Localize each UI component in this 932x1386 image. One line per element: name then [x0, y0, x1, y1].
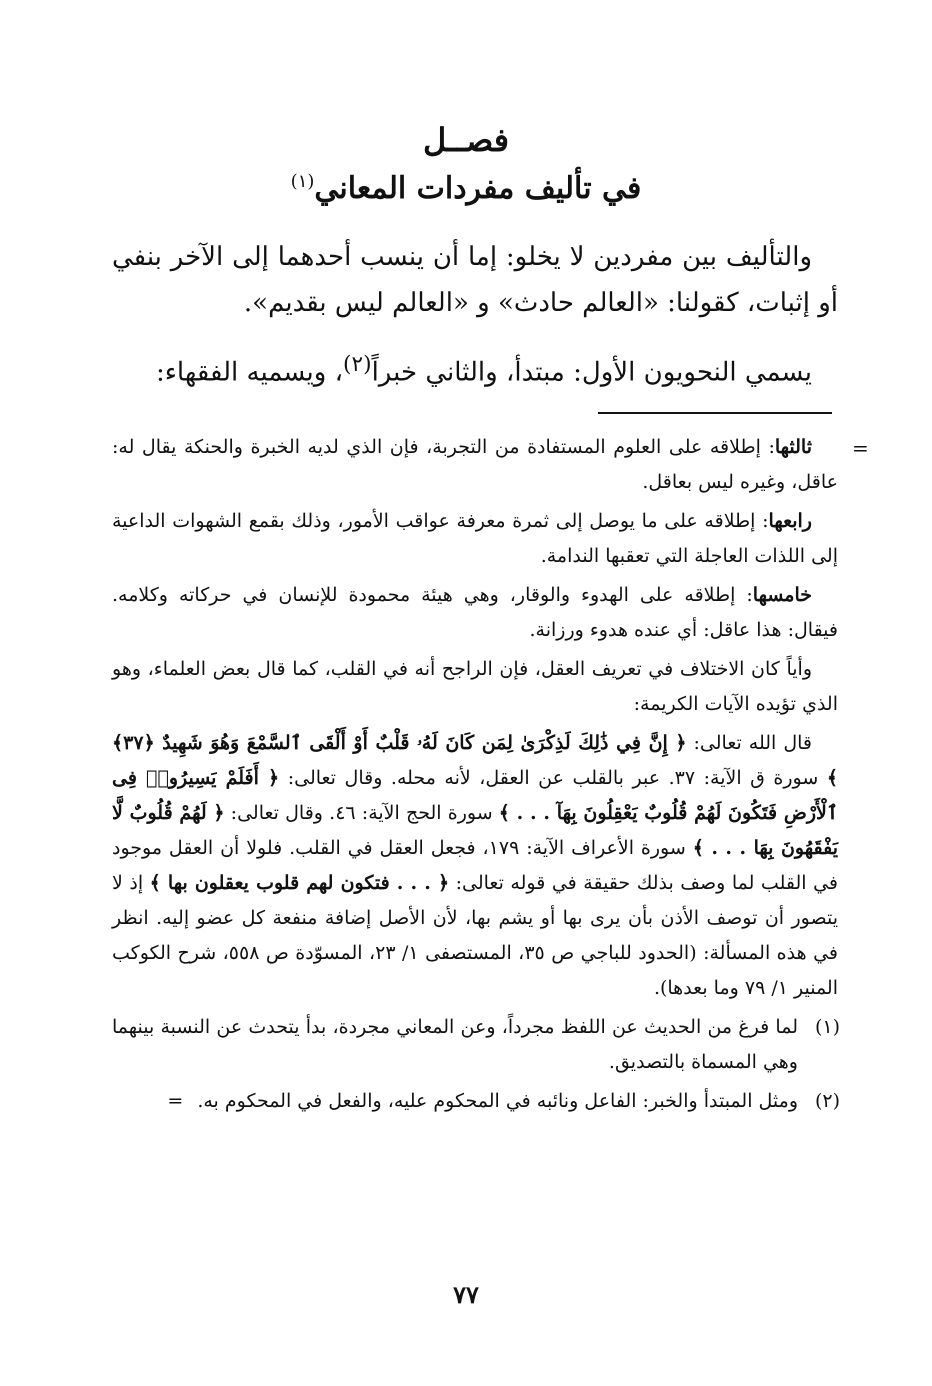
page-number: ٧٧ [453, 1280, 479, 1309]
note-fourth-text: : إطلاقه على ما يوصل إلى ثمرة معرفة عواقب الأمور، وذلك بقمع الشهوات الداعية إلى اللذات العاجلة التي تعقبها الندامة. [112, 510, 838, 567]
main-text [112, 234, 838, 396]
quran-verse-1: ﴿ إِنَّ فِي ذَٰلِكَ لَذِكْرَىٰ لِمَن كَانَ لَهُۥ قَلْبٌ أَوْ أَلْقَى ٱلسَّمْعَ وَهُوَ شَهِيدٌ ﴿٣٧﴾ ﴾ [112, 732, 838, 789]
footnote-ref-1: (١) [290, 171, 315, 192]
note-third-text: : إطلاقه على العلوم المستفادة من التجربة، فإن الذي لديه الخبرة والحنكة يقال له: عاقل، وغيره ليس بعاقل. [112, 436, 838, 493]
quran-verse-2: ﴿ أَفَلَمْ يَسِيرُوا۟ فِى ٱلْأَرْضِ فَتَكُونَ لَهُمْ قُلُوبٌ يَعْقِلُونَ بِهَآ . . . ﴾ [112, 767, 838, 824]
note-fifth [112, 578, 838, 648]
footnote-separator [598, 412, 832, 414]
section-title: فصــل [422, 121, 510, 159]
footnote-1-number: (١) [814, 1016, 840, 1038]
paragraph-2 [112, 342, 838, 396]
note-verses-mid-2: سورة الحج الآية: ٤٦. وقال تعالى: [224, 802, 499, 824]
paragraph-2-end: ، ويسميه الفقهاء: [155, 357, 344, 388]
footnote-1 [112, 1010, 838, 1080]
quran-verse-3: ﴿ لَهُمْ قُلُوبٌ لَّا يَفْقَهُونَ بِهَا . . . ﴾ [112, 802, 838, 859]
footnote-2-text: ومثل المبتدأ والخبر: الفاعل ونائبه في المحكوم عليه، والفعل في المحكوم به. [197, 1090, 798, 1112]
quran-verse-4: ﴿ . . . فتكون لهم قلوب يعقلون بها ﴾ [149, 872, 450, 894]
note-verses-end: إذ لا يتصور أن توصف الأذن بأن يرى بها أو يشم بها، لأن الأصل إضافة منفعة كل عضو إليه. انظر في هذه المسألة: (الحدود للباجي ص ٣٥، المستصفى ١/ ٢٣، المسوّدة ص ٥٥٨، شرح الكوكب المنير ١/ ٧٩ وما بعدها). [112, 872, 839, 999]
footnote-2-number: (٢) [814, 1090, 840, 1112]
note-conclusion: وأياً كان الاختلاف في تعريف العقل، فإن الراجح أنه في القلب، كما قال بعض العلماء، وهو الذي تؤيده الآيات الكريمة: [112, 658, 838, 715]
footnote-1-text: لما فرغ من الحديث عن اللفظ مجرداً، وعن المعاني مجردة، بدأ يتحدث عن النسبة بينهما وهي المسماة بالتصديق. [112, 1016, 798, 1073]
footnote-2 [112, 1084, 838, 1119]
note-third [112, 430, 838, 500]
continuation-mark: = [852, 436, 869, 460]
note-third-label: ثالثها [774, 436, 812, 458]
note-fifth-text: : إطلاقه على الهدوء والوقار، وهي هيئة محمودة للإنسان في حركاته وكلامه. فيقال: هذا عاقل: أي عنده هدوء ورزانة. [112, 584, 838, 641]
paragraph-2-start: يسمي النحويون الأول: مبتدأ، والثاني خبراً [371, 357, 812, 388]
note-verses-intro: قال الله تعالى: [686, 732, 813, 754]
note-verses-mid-3: سورة الأعراف الآية: ١٧٩، فجعل العقل في القلب. فلولا أن العقل موجود في القلب لما وصف بذلك حقيقة في قوله تعالى: [112, 837, 839, 894]
note-verses [112, 726, 838, 1006]
note-verses-mid-1: سورة ق الآية: ٣٧. عبر بالقلب عن العقل، لأنه محله. وقال تعالى: [279, 767, 827, 789]
footnote-ref-2: (٢) [343, 352, 372, 377]
note-fourth [112, 504, 838, 574]
paragraph-1: والتأليف بين مفردين لا يخلو: إما أن ينسب أحدهما إلى الآخر بنفي أو إثبات، كقولنا: «العالم حادث» و «العالم ليس بقديم». [112, 242, 838, 318]
section-subtitle [0, 162, 932, 209]
footnote-2-continuation-mark: = [167, 1090, 184, 1112]
note-fourth-label: رابعها [768, 510, 812, 532]
section-subtitle-text: في تأليف مفردات المعاني [314, 171, 642, 206]
footnotes [112, 430, 838, 1119]
note-fifth-label: خامسها [752, 584, 812, 606]
